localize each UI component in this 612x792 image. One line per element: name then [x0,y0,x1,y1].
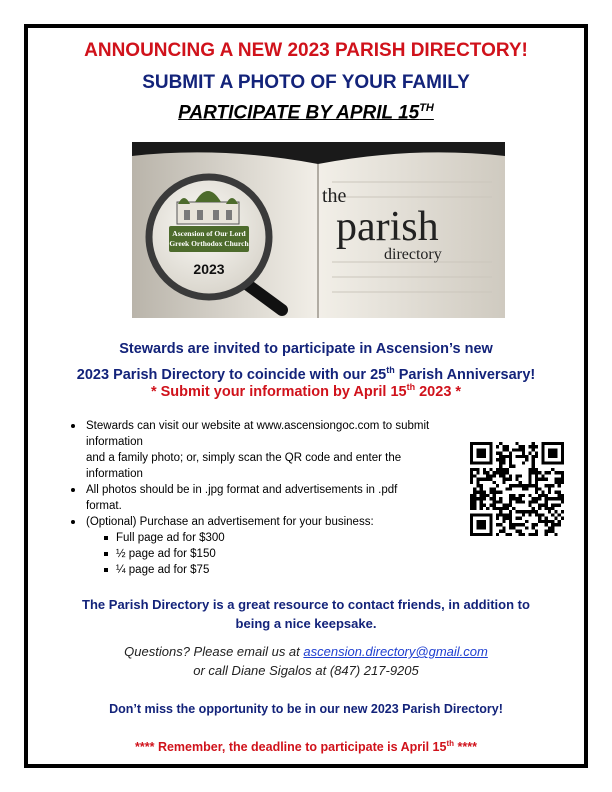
ad-item-full [98,530,486,546]
stewards-line2-sup: th [386,365,395,375]
stewards-invite [28,339,584,386]
resource-line1: The Parish Directory is a great resource to contact friends, in addition to [82,597,530,612]
qr-code-icon[interactable] [470,442,564,536]
submit-pre: * Submit your information by April 15 [150,383,407,400]
bullet1-line3: information [86,468,143,480]
resource-note [58,595,554,633]
submit-deadline [28,382,584,400]
bullet2-line1: All photos should be in .jpg format and advertisements in .pdf [86,484,398,496]
stewards-line2-pre: 2023 Parish Directory to coincide with our 25 [76,366,387,383]
participate-sup: TH [419,102,434,114]
ad-full-text: Full page ad for $300 [116,532,225,544]
square-bullet-icon [104,568,108,572]
submit-photo-heading: SUBMIT A PHOTO OF YOUR FAMILY [142,72,470,93]
email-link[interactable]: ascension.directory@gmail.com [303,644,488,659]
list-item [66,482,486,514]
seal-line2: Greek Orthodox Church [169,239,249,248]
bullet1-line1: Stewards can visit our website at www.ascensiongoc.com to submit information [86,420,430,448]
brand-directory: directory [384,246,442,263]
submit-post: 2023 * [415,383,462,400]
questions-line1 [28,642,584,661]
bullet-icon [71,488,75,492]
participate-text: PARTICIPATE BY APRIL 15 [178,102,420,124]
questions-pre: Questions? Please email us at [124,644,304,659]
brand-parish: parish [336,204,439,250]
ad-half-text: ½ page ad for $150 [116,548,216,560]
dont-miss-note: Don’t miss the opportunity to be in our new 2023 Parish Directory! [109,702,503,716]
ad-item-half [98,546,486,562]
list-item [66,514,486,578]
seal-year: 2023 [193,261,225,277]
stewards-line2-post: Parish Anniversary! [394,366,536,383]
ad-quarter-text: ¼ page ad for $75 [116,564,210,576]
square-bullet-icon [104,552,108,556]
magnifier-book-illustration [132,142,505,318]
resource-line2: being a nice keepsake. [235,616,377,631]
stewards-line1: Stewards are invited to participate in Ascension’s new [119,341,493,357]
submit-sup: th [406,382,416,392]
brand-the: the [322,185,347,207]
bullet3-text: (Optional) Purchase an advertisement for your business: [86,516,374,528]
seal-line1: Ascension of Our Lord [172,229,246,238]
bullet-icon [71,520,75,524]
instructions-list [66,418,486,578]
announce-heading: ANNOUNCING A NEW 2023 PARISH DIRECTORY! [84,40,528,61]
parish-directory-image [132,142,505,318]
ad-price-list [86,530,486,578]
deadline-reminder [28,739,584,754]
remember-pre: **** Remember, the deadline to participate is April 15 [135,740,447,755]
bullet-icon [71,424,75,428]
ad-item-quarter [98,562,486,578]
bullet1-line2: and a family photo; or, simply scan the QR code and enter the [86,452,402,464]
questions-line2: or call Diane Sigalos at (847) 217-9205 [193,663,419,678]
remember-post: **** [454,740,477,755]
flyer-border [24,24,588,768]
remember-sup: th [446,739,455,748]
list-item [66,418,486,482]
contact-info [28,642,584,680]
participate-heading [28,102,584,124]
bullet2-line2: format. [86,500,122,512]
square-bullet-icon [104,536,108,540]
qr-code-graphic [470,442,564,536]
